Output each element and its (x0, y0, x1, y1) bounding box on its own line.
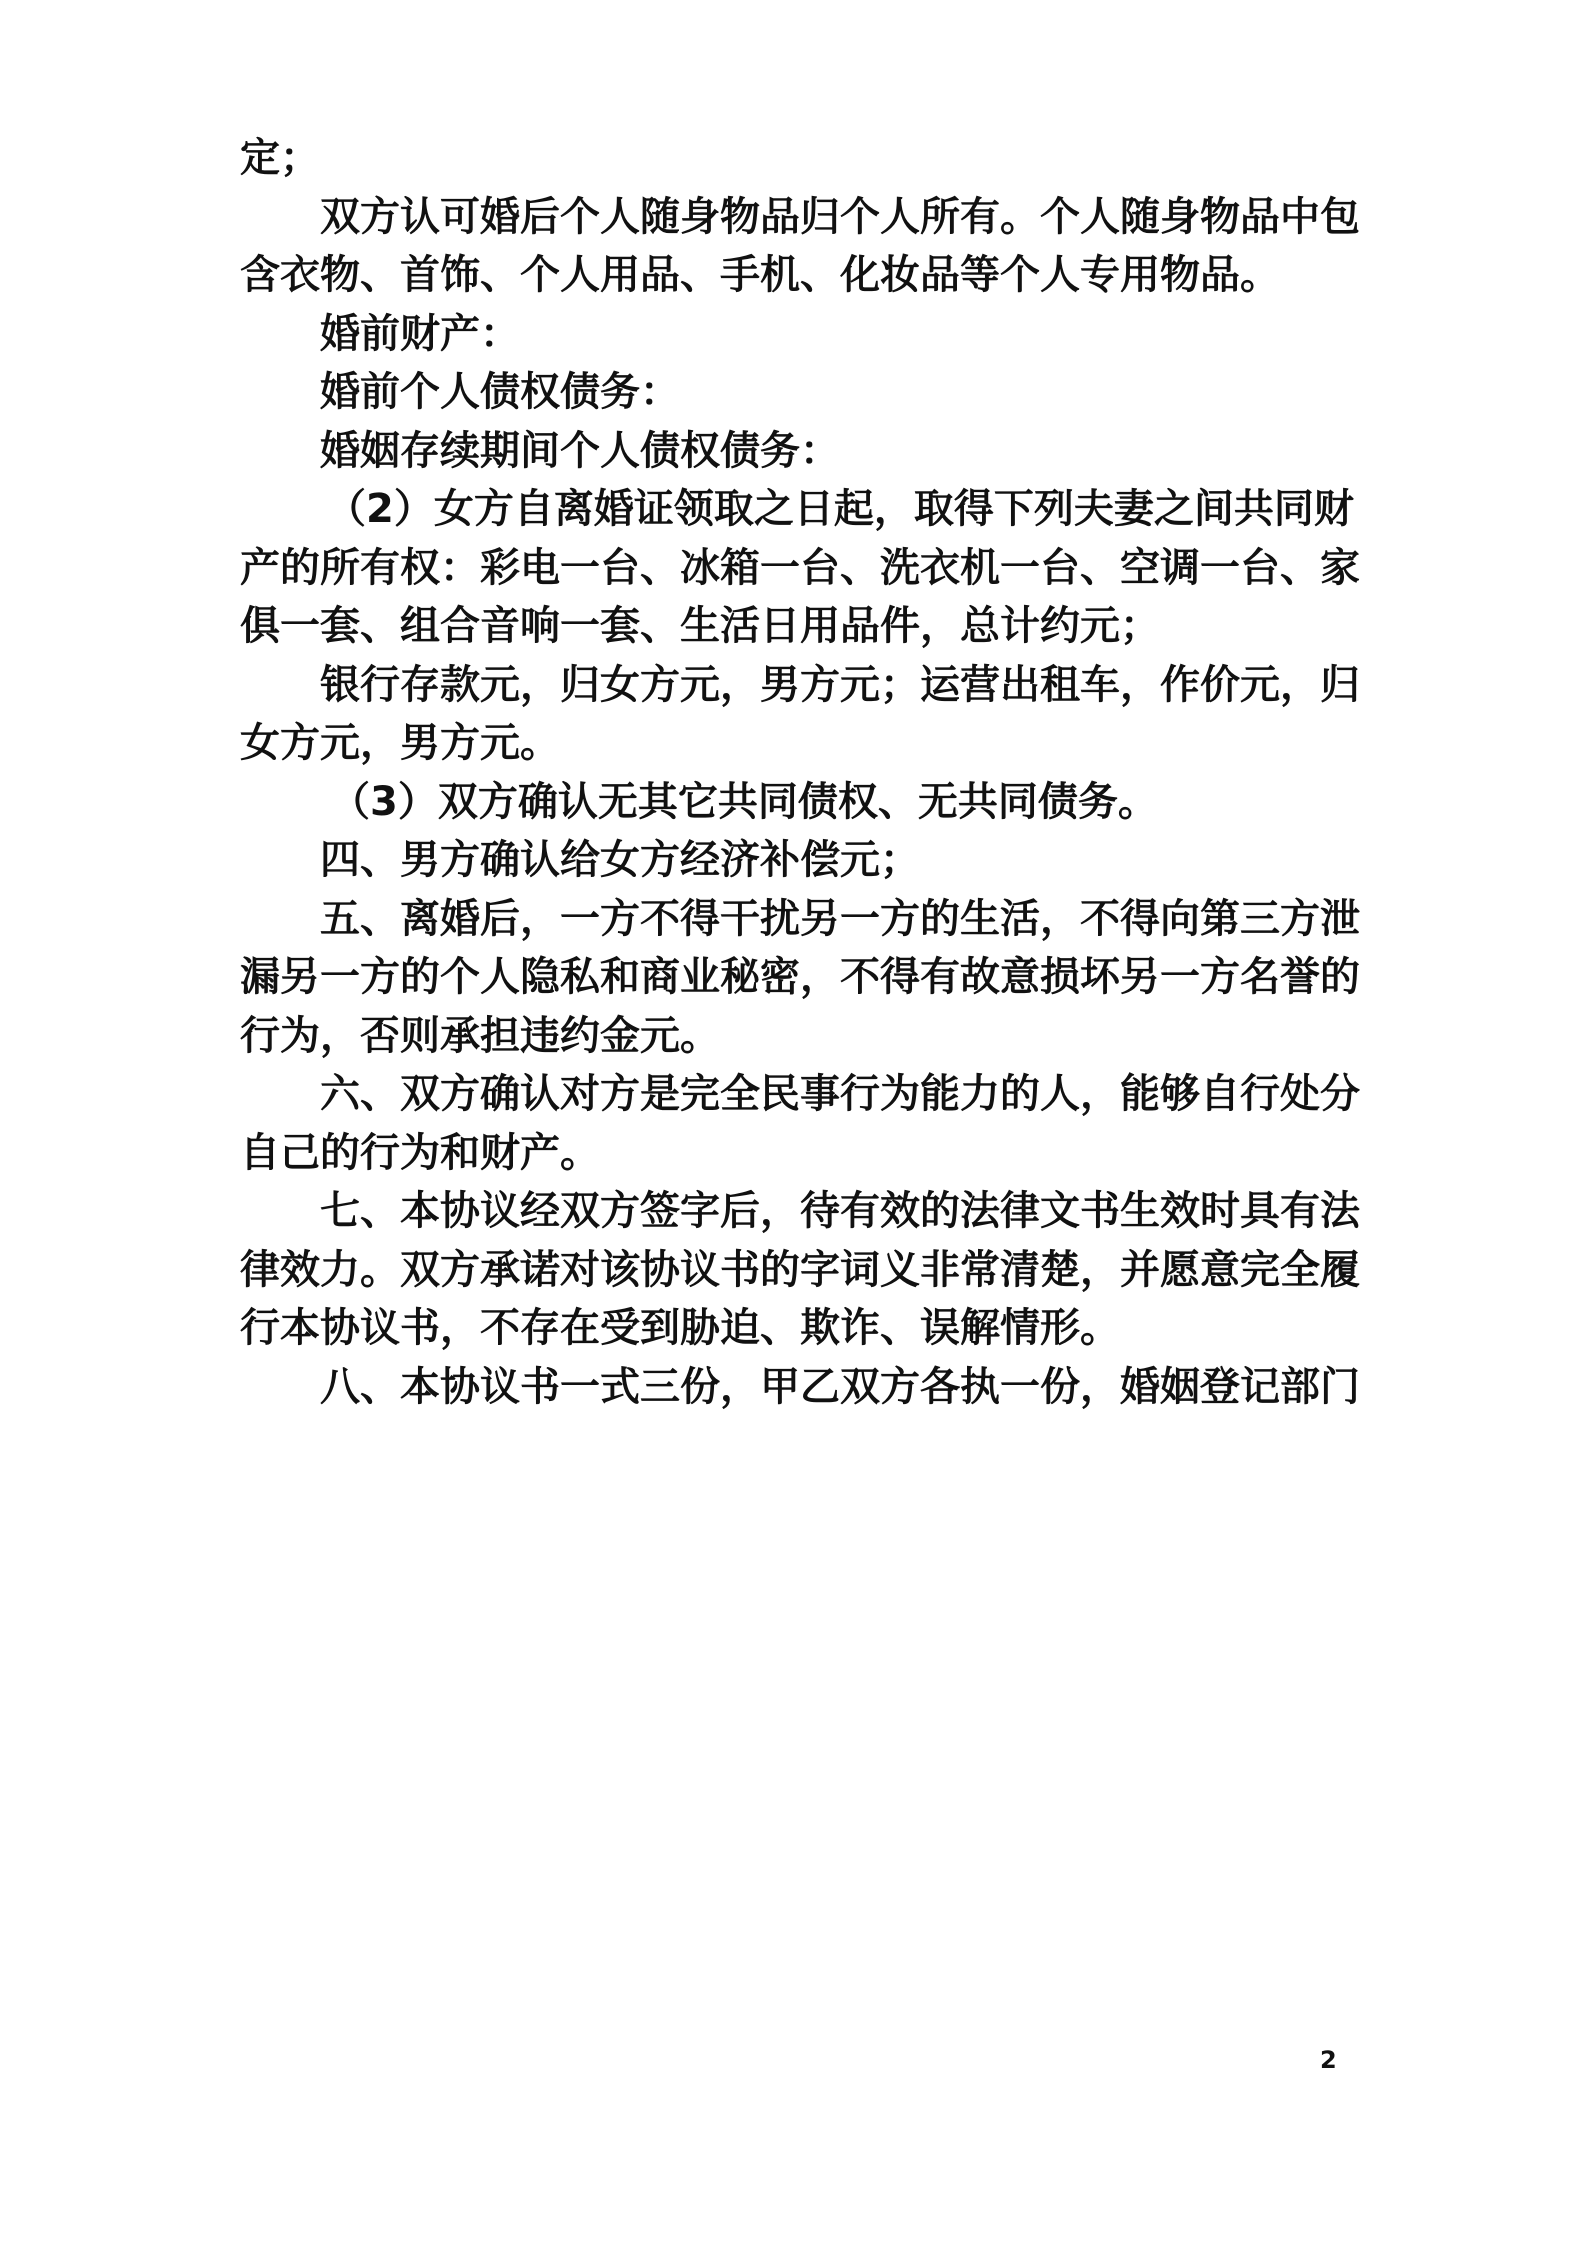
text-line: 六、双方确认对方是完全民事行为能力的人，能够自行处分 (320, 1071, 1360, 1117)
text-line: （2）女方自离婚证领取之日起，取得下列夫妻之间共同财 (326, 486, 1354, 532)
text-line: 八、本协议书一式三份，甲乙双方各执一份，婚姻登记部门 (320, 1364, 1360, 1410)
text-line: （3）双方确认无其它共同债权、无共同债务。 (330, 779, 1158, 825)
text-line: 漏另一方的个人隐私和商业秘密，不得有故意损坏另一方名誉的 (240, 954, 1360, 1000)
text-line: 四、男方确认给女方经济补偿元； (320, 837, 920, 883)
text-line: 银行存款元，归女方元，男方元；运营出租车，作价元，归 (320, 662, 1360, 708)
text-line: 俱一套、组合音响一套、生活日用品件，总计约元； (240, 603, 1160, 649)
text-line: 双方认可婚后个人随身物品归个人所有。个人随身物品中包 (320, 194, 1360, 240)
text-line: 行为，否则承担违约金元。 (240, 1013, 720, 1059)
page-number: 2 (1320, 2046, 1337, 2074)
text-line: 婚姻存续期间个人债权债务： (320, 428, 840, 474)
text-line: 定； (240, 135, 320, 181)
text-line: 女方元，男方元。 (240, 720, 560, 766)
text-line: 婚前个人债权债务： (320, 369, 680, 415)
text-line: 自己的行为和财产。 (240, 1130, 600, 1176)
text-line: 婚前财产： (320, 311, 520, 357)
text-line: 律效力。双方承诺对该协议书的字词义非常清楚，并愿意完全履 (240, 1247, 1360, 1293)
text-line: 七、本协议经双方签字后，待有效的法律文书生效时具有法 (320, 1188, 1360, 1234)
text-line: 产的所有权：彩电一台、冰箱一台、洗衣机一台、空调一台、家 (240, 545, 1360, 591)
text-line: 行本协议书，不存在受到胁迫、欺诈、误解情形。 (240, 1305, 1120, 1351)
text-line: 含衣物、首饰、个人用品、手机、化妆品等个人专用物品。 (240, 252, 1280, 298)
text-line: 五、离婚后，一方不得干扰另一方的生活，不得向第三方泄 (320, 896, 1360, 942)
